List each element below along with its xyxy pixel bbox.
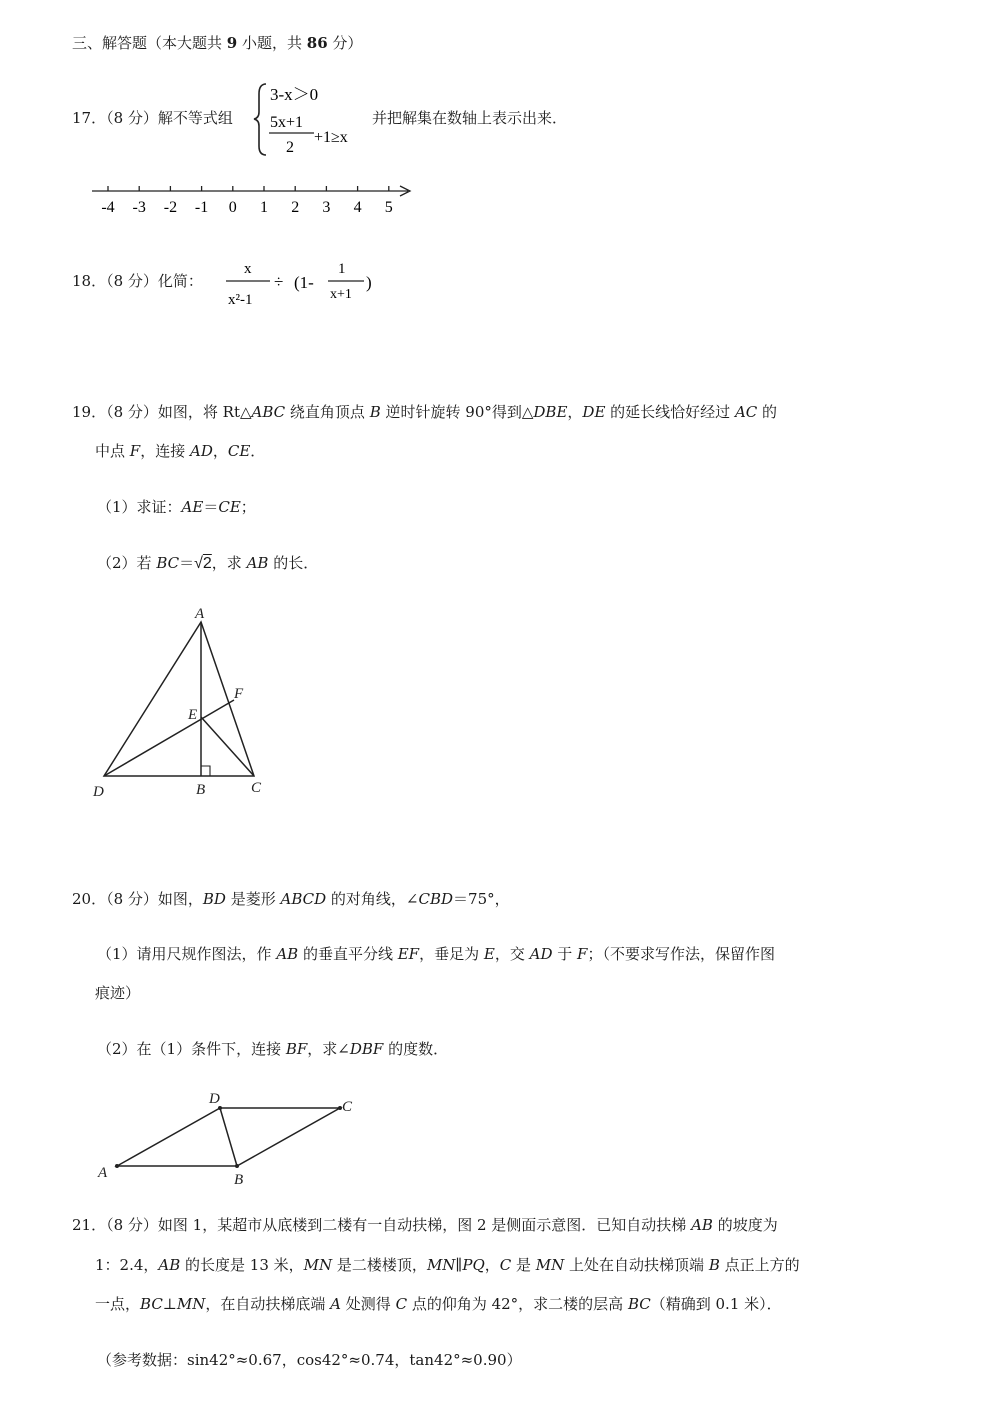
q18-expression — [224, 256, 384, 312]
q18-stem: 18．（8 分）化简： — [72, 272, 203, 290]
label-c: C — [342, 1099, 353, 1115]
label-a: A — [195, 606, 205, 622]
diagonal-bd — [220, 1108, 237, 1166]
q19-figure — [88, 600, 288, 805]
tick-label: 0 — [228, 199, 237, 216]
tick-label: 1 — [260, 199, 268, 216]
q21-line1: 21．（8 分）如图 1，某超市从底楼到二楼有一自动扶梯，图 2 是侧面示意图．已知自动扶梯 AB 的坡度为 — [72, 1216, 778, 1234]
tick-label: -2 — [163, 199, 178, 216]
q18-paren-close: ) — [366, 273, 372, 292]
q18-div: ÷ — [274, 272, 284, 291]
q17-after: 并把解集在数轴上表示出来． — [372, 109, 568, 127]
label-e: E — [188, 707, 198, 723]
segment-df — [104, 700, 234, 776]
tick-label: 2 — [291, 199, 300, 216]
q20-figure — [95, 1085, 365, 1190]
q17-ineq2-den: 2 — [286, 139, 294, 156]
q18-frac2-den: x+1 — [330, 287, 352, 302]
number-line — [90, 180, 420, 220]
q18-frac2-num: 1 — [338, 261, 346, 277]
label-b: B — [234, 1172, 244, 1188]
q18-frac1-num: x — [244, 261, 252, 277]
q17-inequality-system — [256, 80, 372, 158]
segment-ec — [201, 717, 254, 776]
q19-line2: 中点 F，连接 AD，CE． — [95, 442, 266, 460]
q17-ineq2-num: 5x+1 — [270, 114, 304, 131]
q21-line3: 一点，BC⊥MN，在自动扶梯底端 A 处测得 C 点的仰角为 42°，求二楼的层高 BC（精确到 0.1 米）． — [95, 1295, 782, 1313]
q19-part1: （1）求证：AE＝CE； — [97, 498, 256, 516]
q17-stem: 17．（8 分）解不等式组 — [72, 109, 233, 127]
tick-label: 3 — [322, 199, 331, 216]
q21-line2: 1：2.4，AB 的长度是 13 米，MN 是二楼楼顶，MN∥PQ，C 是 MN 上处在自动扶梯顶端 B 点正上方的 — [95, 1256, 800, 1274]
q17-ineq1: 3-x＞0 — [270, 85, 319, 104]
q19-line1: 19．（8 分）如图，将 Rt△ABC 绕直角顶点 B 逆时针旋转 90°得到△DBE，DE 的延长线恰好经过 AC 的 — [72, 403, 778, 421]
q17-ineq2-rest: +1≥x — [314, 129, 348, 146]
section-header: 三、解答题（本大题共 9 小题，共 86 分） — [72, 34, 363, 52]
q20-part2: （2）在（1）条件下，连接 BF，求∠DBF 的度数． — [97, 1040, 449, 1058]
tick-label: -3 — [132, 199, 146, 216]
q20-part1-cont: 痕迹） — [95, 984, 141, 1002]
tick-label: -1 — [194, 199, 209, 216]
label-f: F — [234, 686, 244, 702]
right-angle-mark — [201, 766, 210, 776]
label-a: A — [98, 1165, 108, 1181]
q19-part2: （2）若 BC＝√2，求 AB 的长． — [97, 554, 319, 572]
label-d: D — [209, 1091, 220, 1107]
q20-line1: 20．（8 分）如图，BD 是菱形 ABCD 的对角线，∠CBD＝75°， — [72, 890, 510, 908]
tick-label: -4 — [101, 199, 115, 216]
label-c: C — [251, 780, 262, 796]
q20-part1: （1）请用尺规作图法，作 AB 的垂直平分线 EF，垂足为 E，交 AD 于 F；（不要求写作法，保留作图 — [97, 945, 775, 963]
q21-reference: （参考数据：sin42°≈0.67，cos42°≈0.74，tan42°≈0.90） — [97, 1351, 522, 1369]
triangle-adc — [104, 622, 254, 776]
tick-label: 5 — [384, 199, 393, 216]
tick-label: 4 — [353, 199, 362, 216]
sqrt-symbol: √2 — [194, 555, 212, 572]
q18-frac1-den: x²-1 — [228, 292, 253, 308]
q18-paren-open: (1- — [294, 273, 314, 292]
label-d: D — [93, 784, 104, 800]
label-b: B — [196, 782, 206, 798]
